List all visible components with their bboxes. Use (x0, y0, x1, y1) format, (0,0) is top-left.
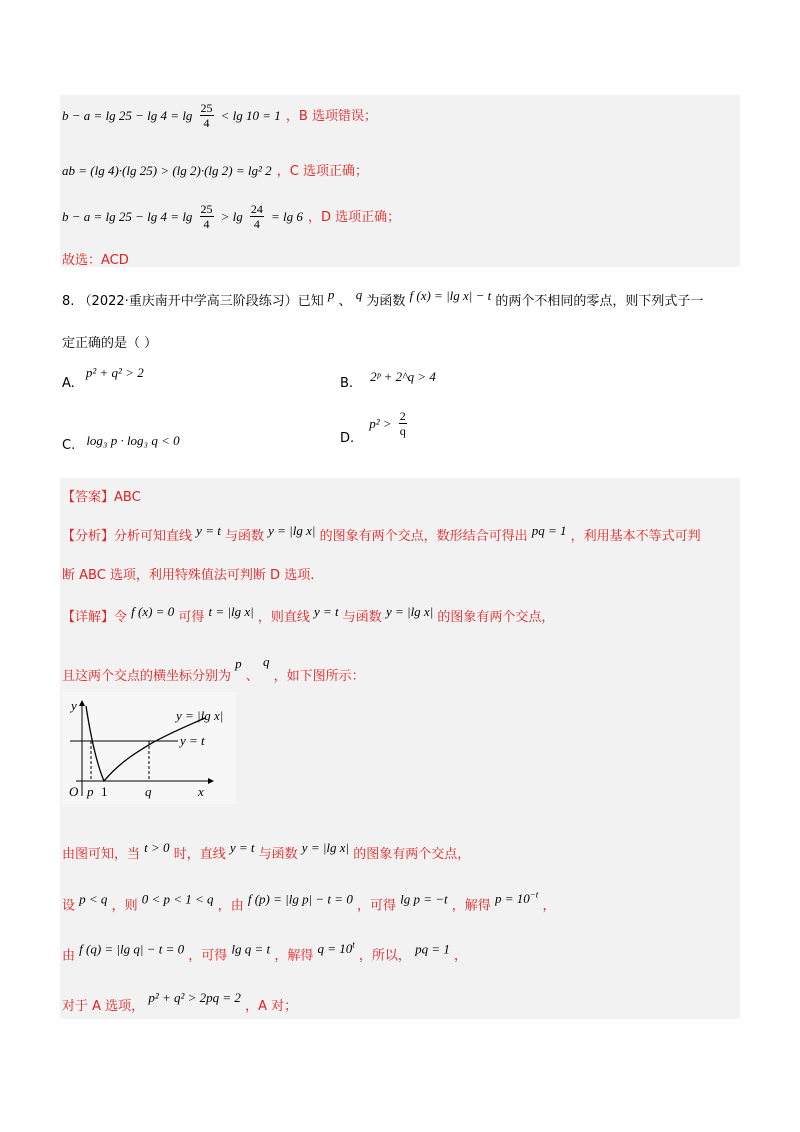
origin-label: O (69, 784, 79, 799)
fraction: $\frac{25}{4}$ (200, 202, 213, 231)
final-choice: 故选：ACD (62, 253, 129, 268)
detail-line-1: 【详解】令 f (x) = 0 可得 t = |lg x| ，则直线 y = t 与函数 y = |lg x| 的图象有两个交点， (62, 604, 555, 625)
after-line-2: 设 p < q ，则 0 < p < 1 < q ，由 f (p) = |lg p| − t = 0 ，可得 lg p = −t ，解得 $p = 10^{-t}$ ， (62, 890, 556, 914)
x-axis-arrow (208, 778, 214, 784)
x-axis-label: x (198, 784, 204, 799)
tick-p-label: p (87, 784, 94, 799)
solution-line-c: ab = (lg 4)·(lg 25) > (lg 2)·(lg 2) = lg² 2 ，C 选项正确； (62, 163, 368, 179)
analysis-line-1: 【分析】分析可知直线 y = t 与函数 y = |lg x| 的图象有两个交点，数形结合可得出 pq = 1 ，利用基本不等式可判 (62, 523, 701, 544)
question-8-line-2: 定正确的是（ ） (62, 336, 158, 351)
after-line-4: 对于 A 选项， p² + q² > 2pq = 2 ，A 对； (62, 990, 298, 1014)
curve-label: y = |lg x| (176, 708, 224, 723)
y-axis-label: y (71, 698, 77, 713)
option-b: $_{B.}$ 2ᵖ + 2^q > 4 (340, 369, 436, 391)
after-line-3: 由 f (q) = |lg q| − t = 0 ，可得 lg q = t ，解得 $q = 10^t$ ，所以， pq = 1 ， (62, 940, 467, 964)
answer-line: 【答案】ABC (62, 490, 141, 505)
tick-q-label: q (145, 784, 152, 799)
detail-line-2: 且这两个交点的横坐标分别为 p 、 q ，如下图所示： (62, 654, 365, 684)
question-8-line-1: 8. （2022·重庆南开中学高三阶段练习）已知 p 、 q 为函数 f (x) = |lg x| − t 的两个不相同的零点，则下列式子一 (62, 287, 704, 309)
fraction: $\frac{24}{4}$ (250, 202, 263, 231)
tick-1-label: 1 (101, 784, 108, 799)
option-c: $_{C.}$ log₃ p · log₃ q < 0 (62, 433, 180, 453)
solution-line-d: b − a = lg 25 − lg 4 = lg $\frac{25}{4}$ > lg $\frac{24}{4}$ = lg 6 ，D 选项正确； (62, 202, 401, 231)
y-axis-arrow (79, 700, 85, 706)
solution-line-b: b − a = lg 25 − lg 4 = lg $\frac{25}{4}$ < lg 10 = 1 ，B 选项错误； (62, 101, 377, 130)
fraction: $\frac{25}{4}$ (200, 101, 213, 130)
analysis-line-2: 断 ABC 选项，利用特殊值法可判断 D 选项. (62, 568, 315, 583)
fraction: $\frac{2}{q}$ (399, 409, 406, 438)
graph-svg (62, 692, 236, 804)
option-d: $_{D.}$ p² > $\frac{2}{q}$ (340, 409, 406, 446)
after-line-1: 由图可知，当 t > 0 时，直线 y = t 与函数 y = |lg x| 的图象有两个交点， (62, 840, 471, 862)
function-graph (62, 692, 236, 804)
option-a: $_{A.}$ p² + q² > 2 (62, 365, 144, 391)
line-label: y = t (180, 733, 205, 748)
